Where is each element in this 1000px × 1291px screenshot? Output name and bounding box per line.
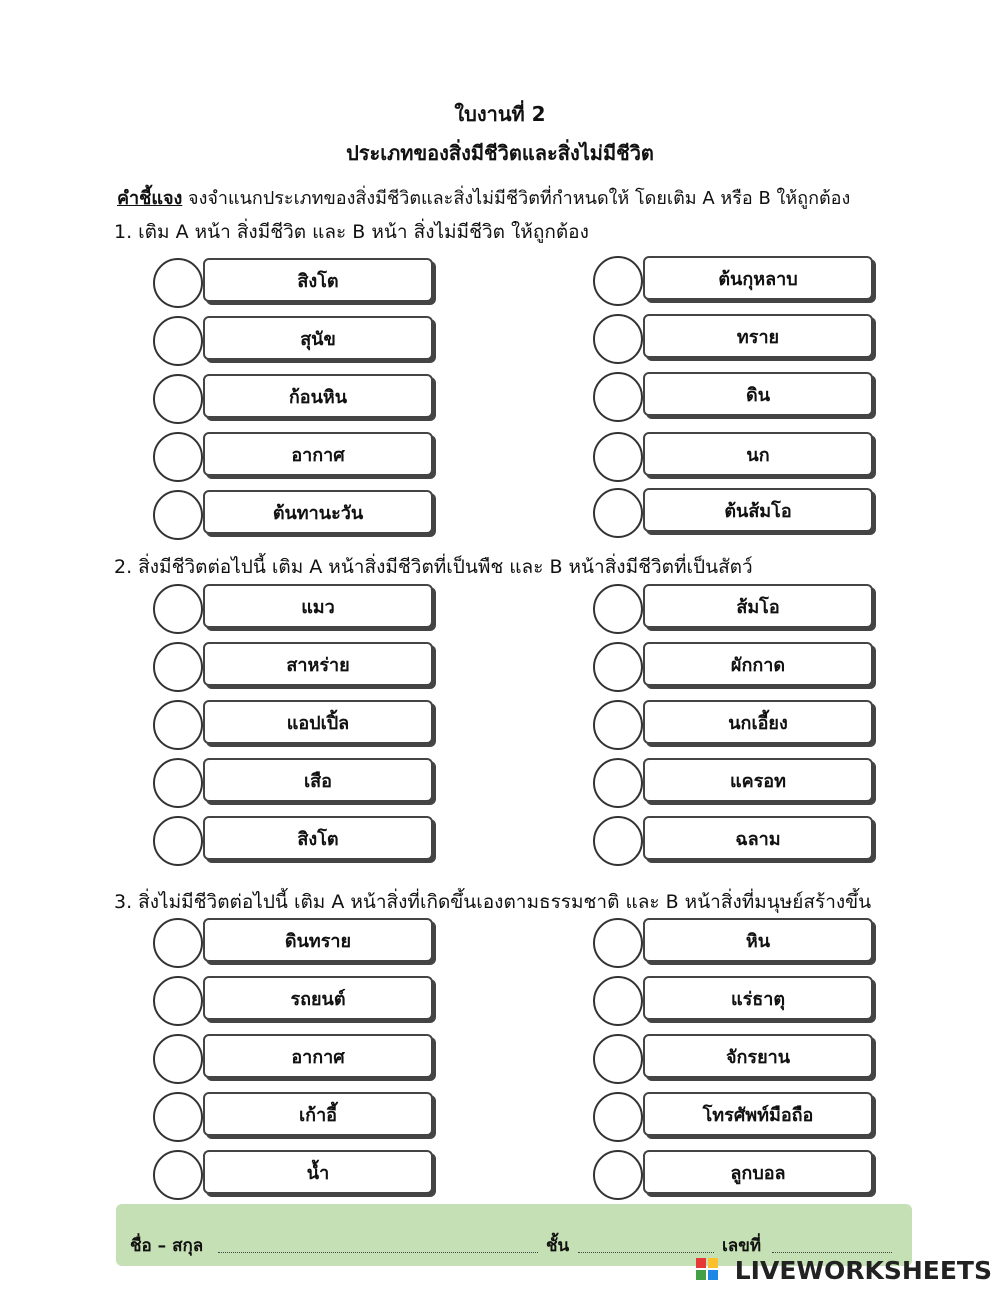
answer-circle[interactable] bbox=[593, 1034, 643, 1084]
item-label: ก้อนหิน bbox=[203, 374, 433, 418]
answer-circle[interactable] bbox=[593, 758, 643, 808]
answer-circle[interactable] bbox=[153, 374, 203, 424]
q2-right-item-1 bbox=[593, 584, 883, 636]
item-label: หิน bbox=[643, 918, 873, 962]
answer-circle[interactable] bbox=[593, 816, 643, 866]
answer-circle[interactable] bbox=[153, 258, 203, 308]
answer-circle[interactable] bbox=[593, 918, 643, 968]
item-label: แครอท bbox=[643, 758, 873, 802]
answer-circle[interactable] bbox=[153, 1150, 203, 1200]
item-label: อากาศ bbox=[203, 1034, 433, 1078]
liveworksheets-logo-icon bbox=[696, 1258, 718, 1282]
answer-circle[interactable] bbox=[153, 700, 203, 750]
answer-circle[interactable] bbox=[593, 1092, 643, 1142]
q1-left-item-5 bbox=[153, 490, 443, 542]
worksheet-subtitle: ประเภทของสิ่งมีชีวิตและสิ่งไม่มีชีวิต bbox=[346, 141, 654, 165]
q1-left-item-1 bbox=[153, 258, 443, 310]
q3-right-item-3 bbox=[593, 1034, 883, 1086]
q2-left-item-1 bbox=[153, 584, 443, 636]
answer-circle[interactable] bbox=[593, 372, 643, 422]
q1-left-item-4 bbox=[153, 432, 443, 484]
answer-circle[interactable] bbox=[153, 584, 203, 634]
q2-left-item-4 bbox=[153, 758, 443, 810]
class-field[interactable] bbox=[578, 1252, 714, 1253]
answer-circle[interactable] bbox=[153, 432, 203, 482]
answer-circle[interactable] bbox=[593, 488, 643, 538]
q3-left-item-4 bbox=[153, 1092, 443, 1144]
answer-circle[interactable] bbox=[153, 758, 203, 808]
class-label: ชั้น bbox=[546, 1236, 570, 1256]
item-label: ฉลาม bbox=[643, 816, 873, 860]
answer-circle[interactable] bbox=[593, 642, 643, 692]
item-label: เสือ bbox=[203, 758, 433, 802]
q3-left-item-5 bbox=[153, 1150, 443, 1202]
q1-left-item-2 bbox=[153, 316, 443, 368]
q3-right-item-1 bbox=[593, 918, 883, 970]
q3-right-item-4 bbox=[593, 1092, 883, 1144]
q3-left-item-3 bbox=[153, 1034, 443, 1086]
q1-right-item-1 bbox=[593, 256, 883, 308]
item-label: ต้นกุหลาบ bbox=[643, 256, 873, 300]
item-label: จักรยาน bbox=[643, 1034, 873, 1078]
question-1-prompt: 1. เติม A หน้า สิ่งมีชีวิต และ B หน้า สิ่งไม่มีชีวิต ให้ถูกต้อง bbox=[114, 221, 589, 243]
item-label: ทราย bbox=[643, 314, 873, 358]
question-3-prompt: 3. สิ่งไม่มีชีวิตต่อไปนี้ เติม A หน้าสิ่งที่เกิดขึ้นเองตามธรรมชาติ และ B หน้าสิ่งที่มนุษย์สร้างขึ้น bbox=[114, 891, 872, 913]
answer-circle[interactable] bbox=[153, 976, 203, 1026]
q2-right-item-2 bbox=[593, 642, 883, 694]
item-label: แร่ธาตุ bbox=[643, 976, 873, 1020]
q2-right-item-4 bbox=[593, 758, 883, 810]
item-label: ต้นส้มโอ bbox=[643, 488, 873, 532]
answer-circle[interactable] bbox=[593, 584, 643, 634]
q1-left-item-3 bbox=[153, 374, 443, 426]
q1-right-item-4 bbox=[593, 432, 883, 484]
q3-left-item-1 bbox=[153, 918, 443, 970]
answer-circle[interactable] bbox=[153, 642, 203, 692]
name-label: ชื่อ – สกุล bbox=[130, 1236, 204, 1256]
liveworksheets-brand: LIVEWORKSHEETS bbox=[734, 1256, 992, 1285]
q1-right-item-3 bbox=[593, 372, 883, 424]
answer-circle[interactable] bbox=[153, 816, 203, 866]
item-label: ดิน bbox=[643, 372, 873, 416]
number-field[interactable] bbox=[772, 1252, 892, 1253]
item-label: ผักกาด bbox=[643, 642, 873, 686]
item-label: นก bbox=[643, 432, 873, 476]
instructions-label: คำชี้แจง bbox=[117, 188, 183, 209]
item-label: เก้าอี้ bbox=[203, 1092, 433, 1136]
item-label: โทรศัพท์มือถือ bbox=[643, 1092, 873, 1136]
answer-circle[interactable] bbox=[153, 316, 203, 366]
answer-circle[interactable] bbox=[153, 918, 203, 968]
q3-right-item-5 bbox=[593, 1150, 883, 1202]
q2-left-item-2 bbox=[153, 642, 443, 694]
item-label: รถยนต์ bbox=[203, 976, 433, 1020]
answer-circle[interactable] bbox=[593, 976, 643, 1026]
q3-left-item-2 bbox=[153, 976, 443, 1028]
item-label: ดินทราย bbox=[203, 918, 433, 962]
q2-left-item-5 bbox=[153, 816, 443, 868]
item-label: น้ำ bbox=[203, 1150, 433, 1194]
item-label: แมว bbox=[203, 584, 433, 628]
question-2-prompt: 2. สิ่งมีชีวิตต่อไปนี้ เติม A หน้าสิ่งมีชีวิตที่เป็นพืช และ B หน้าสิ่งมีชีวิตที่เป็นสัตว์ bbox=[114, 556, 753, 578]
item-label: สาหร่าย bbox=[203, 642, 433, 686]
q1-right-item-5 bbox=[593, 488, 883, 540]
answer-circle[interactable] bbox=[593, 700, 643, 750]
item-label: ต้นทานะวัน bbox=[203, 490, 433, 534]
item-label: สุนัข bbox=[203, 316, 433, 360]
item-label: ส้มโอ bbox=[643, 584, 873, 628]
name-field[interactable] bbox=[218, 1252, 538, 1253]
item-label: แอปเปิ้ล bbox=[203, 700, 433, 744]
worksheet-title: ใบงานที่ 2 bbox=[454, 102, 546, 126]
instructions bbox=[117, 183, 850, 212]
q2-left-item-3 bbox=[153, 700, 443, 752]
q2-right-item-3 bbox=[593, 700, 883, 752]
item-label: อากาศ bbox=[203, 432, 433, 476]
answer-circle[interactable] bbox=[153, 1092, 203, 1142]
answer-circle[interactable] bbox=[593, 314, 643, 364]
item-label: สิงโต bbox=[203, 258, 433, 302]
instructions-text: จงจำแนกประเภทของสิ่งมีชีวิตและสิ่งไม่มีชีวิตที่กำหนดให้ โดยเติม A หรือ B ให้ถูกต้อง bbox=[182, 188, 851, 209]
answer-circle[interactable] bbox=[153, 1034, 203, 1084]
item-label: สิงโต bbox=[203, 816, 433, 860]
q2-right-item-5 bbox=[593, 816, 883, 868]
answer-circle[interactable] bbox=[593, 432, 643, 482]
q3-right-item-2 bbox=[593, 976, 883, 1028]
item-label: นกเอี้ยง bbox=[643, 700, 873, 744]
number-label: เลขที่ bbox=[722, 1236, 762, 1256]
answer-circle[interactable] bbox=[153, 490, 203, 540]
item-label: ลูกบอล bbox=[643, 1150, 873, 1194]
answer-circle[interactable] bbox=[593, 1150, 643, 1200]
q1-right-item-2 bbox=[593, 314, 883, 366]
answer-circle[interactable] bbox=[593, 256, 643, 306]
